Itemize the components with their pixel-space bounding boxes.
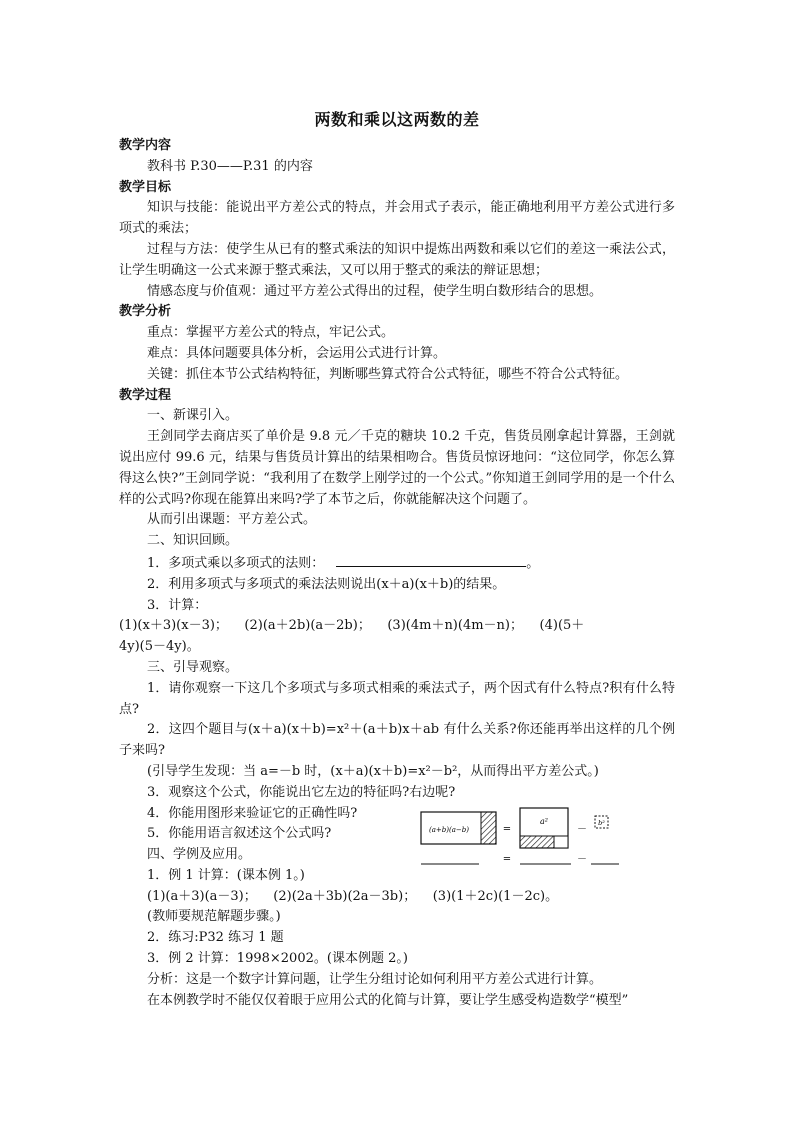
exercise: 2．练习:P32 练习 1 题 bbox=[147, 930, 284, 946]
goal-knowledge: 知识与技能：能说出平方差公式的特点，并会用式子表示，能正确地利用平方差公式进行多项式的乘法； bbox=[119, 200, 675, 237]
goal-attitude: 情感态度与价值观：通过平方差公式得出的过程，使学生明白数形结合的思想。 bbox=[147, 283, 603, 299]
process-step-1: 一、新课引入。 bbox=[147, 408, 239, 424]
observe-2-hint: (引导学生发现：当 a=－b 时，(x＋a)(x＋b)=x²－b²，从而得出平方差公式。) bbox=[147, 763, 599, 779]
intro-lead: 从而引出课题：平方差公式。 bbox=[147, 512, 317, 528]
observe-1: 1．请你观察一下这几个多项式与多项式相乘的乘法式子，两个因式有什么特点?积有什么特点? bbox=[119, 680, 675, 717]
area-diagram bbox=[419, 806, 649, 868]
review-1-end: 。 bbox=[526, 555, 540, 571]
left-label: (a+b)(a−b) bbox=[429, 825, 469, 834]
content-text: 教科书 P.30——P.31 的内容 bbox=[147, 158, 313, 174]
process-step-4: 四、学例及应用。 bbox=[147, 847, 252, 863]
review-1-text: 1．多项式乘以多项式的法则： bbox=[147, 555, 325, 571]
minus-sign-2: － bbox=[577, 853, 587, 865]
goal-process: 过程与方法：使学生从已有的整式乘法的知识中提炼出两数和乘以它们的差这一乘法公式，让学生明确这一公式来源于整式乘法，又可以用于整式的乘法的辩证思想； bbox=[119, 241, 675, 278]
figure-row bbox=[119, 804, 675, 866]
process-step-2: 二、知识回顾。 bbox=[147, 533, 239, 549]
process-step-3: 三、引导观察。 bbox=[147, 659, 239, 675]
review-3: 3．计算： bbox=[147, 597, 208, 613]
calc-line-2: 4y)(5－4y)。 bbox=[119, 639, 200, 655]
b2-label: b² bbox=[598, 818, 605, 827]
page-title: 两数和乘以这两数的差 bbox=[314, 110, 480, 129]
heading-goals: 教学目标 bbox=[119, 179, 172, 195]
heading-content: 教学内容 bbox=[119, 138, 172, 153]
example-1: 1．例 1 计算：(课本例 1。) bbox=[147, 867, 305, 883]
analysis-difficulty: 难点：具体问题要具体分析，会运用公式进行计算。 bbox=[147, 345, 447, 361]
example-1-note: (教师要规范解题步骤。) bbox=[147, 909, 281, 925]
square-a2-hatched bbox=[520, 836, 554, 848]
heading-analysis: 教学分析 bbox=[119, 304, 172, 320]
document-body bbox=[119, 136, 675, 1011]
answer-blank bbox=[336, 552, 526, 567]
equals-sign-1: = bbox=[502, 823, 512, 835]
rect-left-hatched bbox=[481, 812, 496, 844]
observe-5: 5．你能用语言叙述这个公式吗? bbox=[147, 826, 332, 842]
observe-2: 2．这四个题目与(x＋a)(x＋b)=x²＋(a＋b)x＋ab 有什么关系?你还能再举出这样的几个例子来吗? bbox=[119, 722, 675, 759]
square-b2-corner bbox=[554, 836, 568, 848]
example-2-note: 在本例教学时不能仅仅着眼于应用公式的化简与计算，要让学生感受构造数学“模型” bbox=[147, 992, 629, 1008]
intro-story: 王剑同学去商店买了单价是 9.8 元／千克的糖块 10.2 千克，售货员刚拿起计算器，王剑就说出应付 99.6 元，结果与售货员计算出的结果相吻合。售货员惊讶地问：“这位同学，你怎么算得这么快?”王剑同学说：“我利用了在数学上刚学过的一个公式。”你知道王剑同学用的是一个什么样的公式吗?你现在能算出来吗?学了本节之后，你就能解决这个问题了。 bbox=[119, 429, 675, 507]
review-2: 2．利用多项式与多项式的乘法法则说出(x＋a)(x＋b)的结果。 bbox=[147, 576, 506, 592]
review-1 bbox=[119, 552, 675, 575]
a2-label: a² bbox=[540, 816, 548, 826]
minus-sign: － bbox=[577, 823, 587, 835]
analysis-key: 关键：抓住本节公式结构特征，判断哪些算式符合公式特征，哪些不符合公式特征。 bbox=[147, 366, 629, 382]
calc-line-1: (1)(x＋3)(x－3)； (2)(a＋2b)(a－2b)； (3)(4m＋n)(4m－n)； (4)(5＋ bbox=[119, 618, 585, 634]
observe-4: 4．你能用图形来验证它的正确性吗? bbox=[147, 805, 358, 821]
heading-process: 教学过程 bbox=[119, 387, 172, 403]
analysis-key-point: 重点：掌握平方差公式的特点，牢记公式。 bbox=[147, 325, 395, 341]
example-1-items: (1)(a＋3)(a－3)； (2)(2a＋3b)(2a－3b)； (3)(1＋2c)(1－2c)。 bbox=[147, 888, 559, 904]
example-2-analysis: 分析：这是一个数字计算问题，让学生分组讨论如何利用平方差公式进行计算。 bbox=[147, 971, 603, 987]
area-diagram-svg bbox=[419, 806, 649, 868]
observe-3: 3．观察这个公式，你能说出它左边的特征吗?右边呢? bbox=[147, 784, 456, 800]
example-2: 3．例 2 计算：1998×2002。(课本例题 2。) bbox=[147, 951, 408, 967]
equals-sign-2: = bbox=[502, 853, 512, 865]
